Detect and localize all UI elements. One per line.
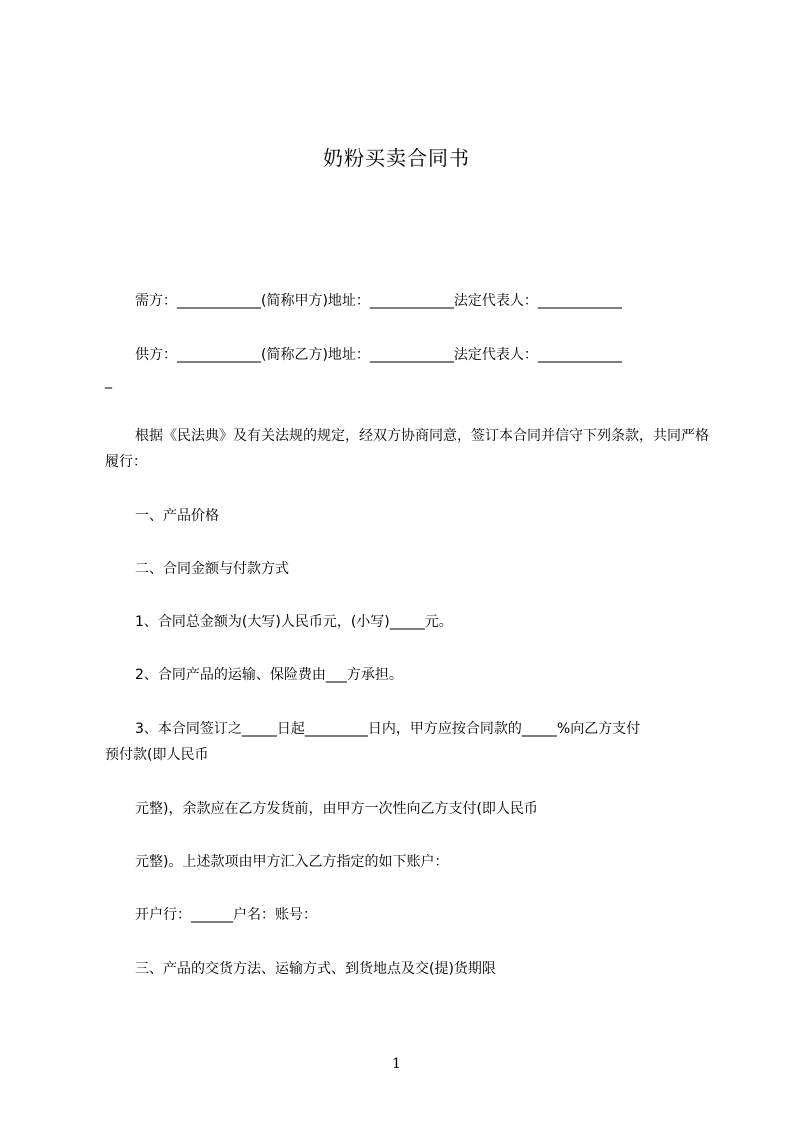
section-3-heading: 三、产品的交货方法、运输方式、到货地点及交(提)货期限 — [135, 961, 496, 977]
section-1-heading: 一、产品价格 — [135, 508, 219, 524]
clause-2-1: 1、合同总金额为(大写)人民币元，(小写)_____元。 — [135, 614, 453, 630]
page-number: 1 — [392, 1056, 401, 1072]
balance-payment-line: 元整)，余款应在乙方发货前，由甲方一次性向乙方支付(即人民币 — [135, 801, 538, 817]
document-title: 奶粉买卖合同书 — [323, 146, 470, 170]
account-transfer-line: 元整)。上述款项由甲方汇入乙方指定的如下账户： — [135, 854, 449, 870]
bank-account-line: 开户行：______户名：账号： — [135, 907, 317, 923]
seller-line: 供方：____________(简称乙方)地址：____________法定代表人：____________ — [135, 347, 622, 363]
clause-2-3: 3、本合同签订之_____日起_________日内，甲方应按合同款的_____%向乙方支付 — [135, 721, 641, 737]
clause-2-2: 2、合同产品的运输、保险费由___方承担。 — [135, 667, 403, 683]
clause-2-3-continued: 预付款(即人民币 — [105, 747, 209, 763]
preamble-paragraph: 根据《民法典》及有关法规的规定，经双方协商同意，签订本合同并信守下列条款，共同严格履行： — [105, 428, 709, 470]
seller-line-overflow: _ — [105, 373, 112, 389]
buyer-line: 需方：____________(简称甲方)地址：____________法定代表人：____________ — [135, 293, 622, 309]
section-2-heading: 二、合同金额与付款方式 — [135, 561, 289, 577]
